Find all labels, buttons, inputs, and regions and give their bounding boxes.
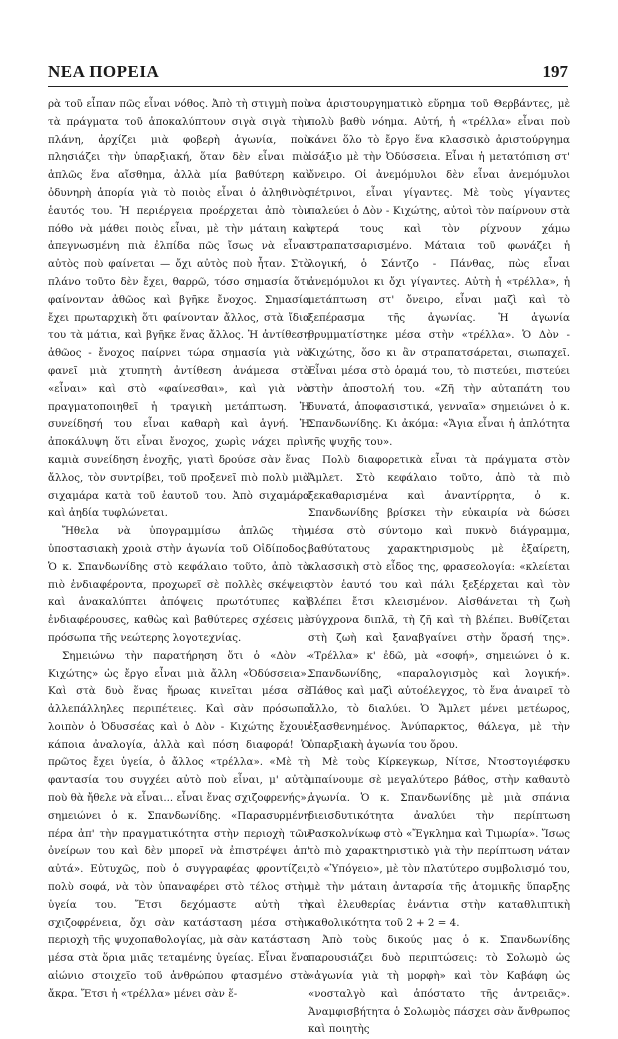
paragraph: Ἤθελα νὰ ὑπογραμμίσω ἁπλῶς τὴν ὑποστασιακὴ χροιὰ στὴν ἀγωνία τοῦ Οἰδίποδος. Ὁ κ. Σπανδωνίδης στὸ κεφάλαιο τοῦτο, ἀπὸ τὰ πιὸ ἐνδιαφέροντα, προχωρεῖ σὲ πολλὲς σκέψεις καὶ ἀνακαλύπτει ἀπόψεις πρωτότυπες καὶ ἐνδιαφέρουσες, καθὼς καὶ βαθύτερες σχέσεις μὲ πρόσωπα τῆς νεώτερης λογοτεχνίας. <box>48 525 310 644</box>
journal-title: ΝΕΑ ΠΟΡΕΙΑ <box>48 62 160 81</box>
paragraph: Μὲ τοὺς Κίρκεγκωρ, Νίτσε, Ντοστογιέφσκυ μπαίνουμε σὲ μεγαλύτερο βάθος, στὴν καθαυτὸ ἀγωνία. Ὁ κ. Σπανδωνίδης μὲ μιὰ σπάνια διεισδυτικότητα ἀναλύει τὴν περίπτωση Ρασκολνίκωφ στὸ «Ἔγκλημα καὶ Τιμωρία». Ἴσως τὸ πιὸ χαρακτηριστικὸ γιὰ τὴν περίπτωση νάταν τὸ «Ὑπόγειο», μὲ τὸν πλατύτερο συμβολισμό του, μὲ τὴν μάταιη ἀνταρσία τῆς ἀτομικῆς ὕπαρξης καὶ ἐλευθερίας ἐνάντια στὴν καταθλιπτικὴ καθολικότητα τοῦ 2 + 2 = 4. <box>308 756 570 929</box>
page-number: 197 <box>542 62 568 81</box>
right-column <box>308 96 570 1039</box>
paragraph: ρὰ τοῦ εἶπαν πῶς εἶναι νόθος. Ἀπὸ τὴ στιγμὴ ποὺ τὰ πράγματα τοῦ ἀποκαλύπτουν σιγὰ σιγὰ τὴν πλάνη, ἀρχίζει μιὰ φοβερὴ ἀγωνία, ποὺ πλησιάζει τὴν ὑπαρξιακή, ὅταν δὲν εἶναι πιὰ ἁπλῶς ἕνα αἴσθημα, ἀλλὰ μία βαθύτερη καὶ ὀδυνηρὴ ἀπορία γιὰ τὸ ποιὸς εἶναι ὁ ἀληθινὸς ἑαυτός του. Ἡ περιέργεια προέρχεται ἀπὸ τὸν πόθο νὰ μάθει ποιὸς εἶναι, μὲ τὴν μάταιη καὶ ἀπεγνωσμένη πιὰ ἐλπίδα πῶς ἴσως νὰ εἶναι αὐτὸς ποὺ φαίνεται — ὄχι αὐτὸς ποὺ ἦταν. Στὸ πλάνο τοῦτο δὲν ἔχει, θαρρῶ, τόσο σημασία ὅτι φαίνονταν ἀθῶος καὶ βγῆκε ἔνοχος. Σημασία ἔχει πρωταρχικὴ ὅτι φαίνονταν ἄλλος, στὰ ἴδια του τὰ μάτια, καὶ βγῆκε ἕνας ἄλλος. Ἡ ἀντίθεση ἀθῶος - ἔνοχος παίρνει τώρα σημασία γιὰ νὰ φανεῖ μιὰ χτυπητὴ ἀντίθεση ἀνάμεσα στὸ «εἶναι» καὶ στὸ «φαίνεσθαι», καὶ γιὰ νὰ πραγματοποιηθεῖ ἡ τραγικὴ μετάπτωση. Ἡ συνείδησή του εἶναι καθαρὴ καὶ ἁγνή. Ἡ ἀποκάλυψη ὅτι εἶναι ἔνοχος, χωρὶς νάχει πρὶν καμιὰ συνείδηση ἐνοχῆς, γιατὶ δρούσε σὰν ἕνας ἄλλος, τὸν συντρίβει, τοῦ προξενεῖ πιὸ πολὺ μιὰ σιχαμάρα κατὰ τοῦ ἑαυτοῦ του. Ἀπὸ σιχαμάρα καὶ ἀηδία τυφλώνεται. <box>48 98 310 520</box>
paragraph: Ἀπὸ τοὺς δικούς μας ὁ κ. Σπανδωνίδης παρουσιάζει δυὸ περιπτώσεις: τὸ Σολωμὸ ὡς «ἀγωνία γιὰ τὴ μορφὴ» καὶ τὸν Καβάφη ὡς «νοσταλγὸ καὶ ἀπόστατο τῆς ἀντρειᾶς». Ἀναμφισβήτητα ὁ Σολωμὸς πάσχει σὰν ἄνθρωπος καὶ ποιητὴς <box>308 934 570 1036</box>
paragraph: να ἀριστουργηματικὸ εὕρημα τοῦ Θερβάντες, μὲ πολὺ βαθὺ νόημα. Αὐτή, ἡ «τρέλλα» εἶναι ποὺ κάνει ὅλο τὸ ἔργο ἕνα κλασσικὸ ἀριστούργημα ἰσάξιο μὲ τὴν Ὀδύσσεια. Εἶναι ἡ μετατόπιση στ' ὄνειρο. Οἱ ἀνεμόμυλοι δὲν εἶναι ἀνεμόμυλοι πέτρινοι, εἶναι γίγαντες. Μὲ τοὺς γίγαντες παλεύει ὁ Δὸν - Κιχώτης, αὐτοὶ τὸν παίρνουν στὰ φτερά τους καὶ τὸν ρίχνουν χάμω στραπατσαρισμένο. Μάταια τοῦ φωνάζει ἡ λογική, ὁ Σάντζο - Πάνθας, πὼς εἶναι ἀνεμόμυλοι κι ὄχι γίγαντες. Αὐτὴ ἡ «τρέλλα», ἡ μετάπτωση στ' ὄνειρο, εἶναι μαζὶ καὶ τὸ ξεπέρασμα τῆς ἀγωνίας. Ἡ ἀγωνία θρυμματίστηκε μέσα στὴν «τρέλλα». Ὁ Δὸν - Κιχώτης, ὅσο κι ἂν στραπατσάρεται, σιωπαχεῖ. Εἶναι μέσα στὸ ὁραμά του, τὸ πιστεύει, πιστεύει στὴν ἀποστολή του. «Ζῆ τὴν αὐταπάτη του δυνατά, ἀποφασιστικά, γενναῖα» σημειώνει ὁ κ. Σπανδωνίδης. Κι ἀκόμα: «Ἄγια εἶναι ἡ ἁπλότητα τῆς ψυχῆς του». <box>308 98 570 449</box>
running-header <box>48 62 568 86</box>
header-rule <box>48 86 568 87</box>
paragraph: Σημειώνω τὴν παρατήρηση ὅτι ὁ «Δὸν - Κιχώτης» ὡς ἔργο εἶναι μιὰ ἄλλη «Ὀδύσσεια». Καὶ στὰ δυὸ ἕνας ἥρωας κινεῖται μέσα σὲ ἀλλεπάλληλες περιπέτειες. Καὶ σὰν πρόσωπο λοιπὸν ὁ Ὀδυσσέας καὶ ὁ Δὸν - Κιχώτης ἔχουν κάποια ἀναλογία, ἀλλὰ καὶ πόση διαφορά! Ὁ πρῶτος ἔχει ὑγεία, ὁ ἄλλος «τρέλλα». «Μὲ τὴ φαντασία του συγχέει αὐτὸ ποὺ εἶναι, μ' αὐτὸ ποὺ θὰ ἤθελε νὰ εἶναι... εἶναι ἕνας σχιζοφρενής», σημειώνει ὁ κ. Σπανδωνίδης. «Παρασυρμένη πέρα ἀπ' τὴν πραγματικότητα στὴν περιοχὴ τῶν ὀνείρων του καὶ δὲν μπορεῖ νὰ ἐπιστρέψει ἀπ' αὐτά». Εὐτυχῶς, ποὺ ὁ συγγραφέας φροντίζει, πολὺ σοφά, νὰ τὸν ὑπαναφέρει στὸ τέλος στὴν ὑγεία του. Ἔτσι δεχόμαστε αὐτὴ τὴ σχιζοφρένεια, ὄχι σὰν κατάσταση μέσα στὴν περιοχὴ τῆς ψυχοπαθολογίας, μὰ σὰν κατάσταση μέσα στὰ ὅρια μιᾶς τεταμένης ὑγείας. Εἶναι ἕνα αἰώνιο στοιχεῖο τοῦ ἀνθρώπου φτασμένο στὰ ἄκρα. Ἔτσι ἡ «τρέλλα» μένει σὰν ἕ- <box>48 649 310 1000</box>
left-column <box>48 96 310 1004</box>
paragraph: Πολὺ διαφορετικὰ εἶναι τὰ πράγματα στὸν Ἄμλετ. Στὸ κεφάλαιο τοῦτο, ἀπὸ τὰ πιὸ ξεκαθαρισμένα καὶ ἀναντίρρητα, ὁ κ. Σπανδωνίδης βρίσκει τὴν εὐκαιρία νὰ δώσει μέσα στὸ σύντομο καὶ πυκνὸ διάγραμμα, βαθύτατους χαρακτηρισμοὺς μὲ ἐξαίρετη, κλασσικὴ στὸ εἶδος της, φρασεολογία: «κλείεται στὸν ἑαυτό του καὶ πάλι ξεξέρχεται καὶ τὸν βλέπει ἔτσι κλεισμένον. Αἰσθάνεται τὴ ζωὴ σύγχρονα διπλᾶ, τὴ ζῆ καὶ τὴ βλέπει. Βυθίζεται στὴ ζωὴ καὶ ξαναβγαίνει στὴν ὅρασή της». «Τρέλλα» κ' ἐδῶ, μὰ «σοφή», σημειώνει ὁ κ. Σπανδωνίδης, «παραλογισμὸς καὶ λογική». Πάθος καὶ μαζὶ αὐτοέλεγχος, τὸ ἕνα ἀναιρεῖ τὸ ἄλλο, τὸ διαλύει. Ὁ Ἄμλετ μένει μετέωρος, ἐξασθενημένος. Ἀνύπαρκτος, θάλεγα, μὲ τὴν ὑπαρξιακὴ ἀγωνία του ὅρου. <box>308 453 570 751</box>
